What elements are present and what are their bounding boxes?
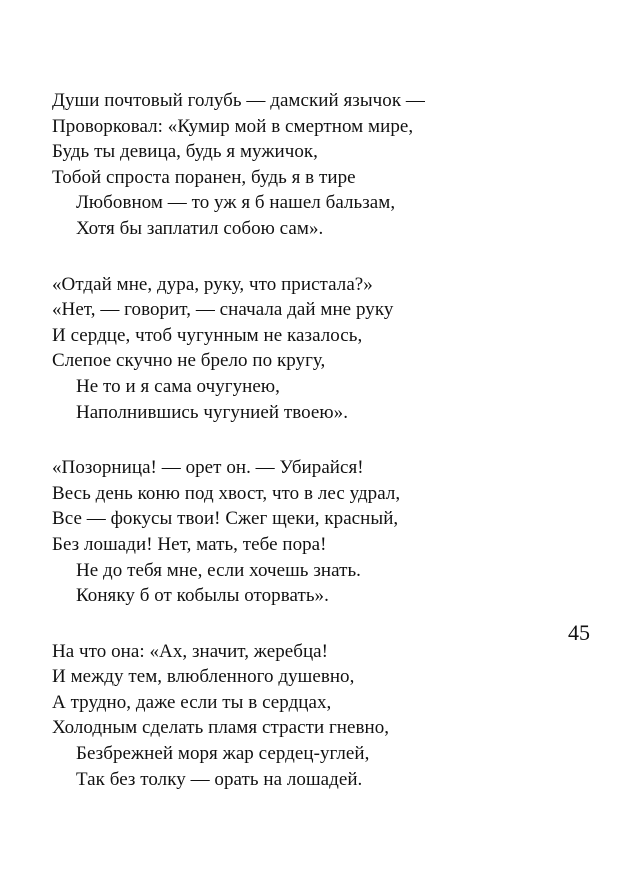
poem-line-indented: Безбрежней моря жар сердец-углей, (76, 743, 370, 765)
poem-line-indented: Коняку б от кобылы оторвать». (76, 585, 329, 607)
poem-line: Все — фокусы твои! Сжег щеки, красный, (52, 508, 399, 530)
poem-line: На что она: «Ах, значит, жеребца! (52, 640, 329, 662)
stanza-2 (52, 272, 612, 426)
poem-line: Слепое скучно не брело по кругу, (52, 350, 326, 372)
poem-line: Души почтовый голубь — дамский язычок — (52, 90, 425, 111)
stanza-1 (52, 88, 612, 242)
poem-line: Весь день коню под хвост, что в лес удрал, (52, 482, 401, 504)
page-number: 45 (568, 620, 590, 645)
poem-line-indented: Хотя бы заплатил собою сам». (76, 217, 324, 239)
poem-line: И между тем, влюбленного душевно, (52, 666, 355, 688)
poem-line-indented: Любовном — то уж я б нашел бальзам, (76, 192, 396, 214)
poem-line-indented: Так без толку — орать на лошадей. (76, 768, 363, 790)
poem-line: И сердце, чтоб чугунным не казалось, (52, 324, 363, 346)
poem-line-indented: Наполнившись чугунией твоею». (76, 401, 348, 423)
poem (52, 88, 612, 822)
poem-line: «Отдай мне, дура, руку, что пристала?» (52, 273, 373, 295)
poem-line: «Нет, — говорит, — сначала дай мне руку (52, 299, 394, 321)
poem-line-indented: Не до тебя мне, если хочешь знать. (76, 559, 361, 581)
poem-line: «Позорница! — орет он. — Убирайся! (52, 457, 364, 479)
poem-line: Холодным сделать пламя страсти гневно, (52, 717, 390, 739)
stanza-4 (52, 639, 612, 793)
poem-line: Будь ты девица, будь я мужичок, (52, 141, 318, 163)
poem-line: Проворковал: «Кумир мой в смертном мире, (52, 115, 414, 137)
poem-line: Тобой спроста поранен, будь я в тире (52, 166, 356, 188)
poem-line: Без лошади! Нет, мать, тебе пора! (52, 533, 327, 555)
poem-line: А трудно, даже если ты в сердцах, (52, 691, 332, 713)
poem-line-indented: Не то и я сама очугунею, (76, 375, 280, 397)
stanza-3 (52, 455, 612, 609)
